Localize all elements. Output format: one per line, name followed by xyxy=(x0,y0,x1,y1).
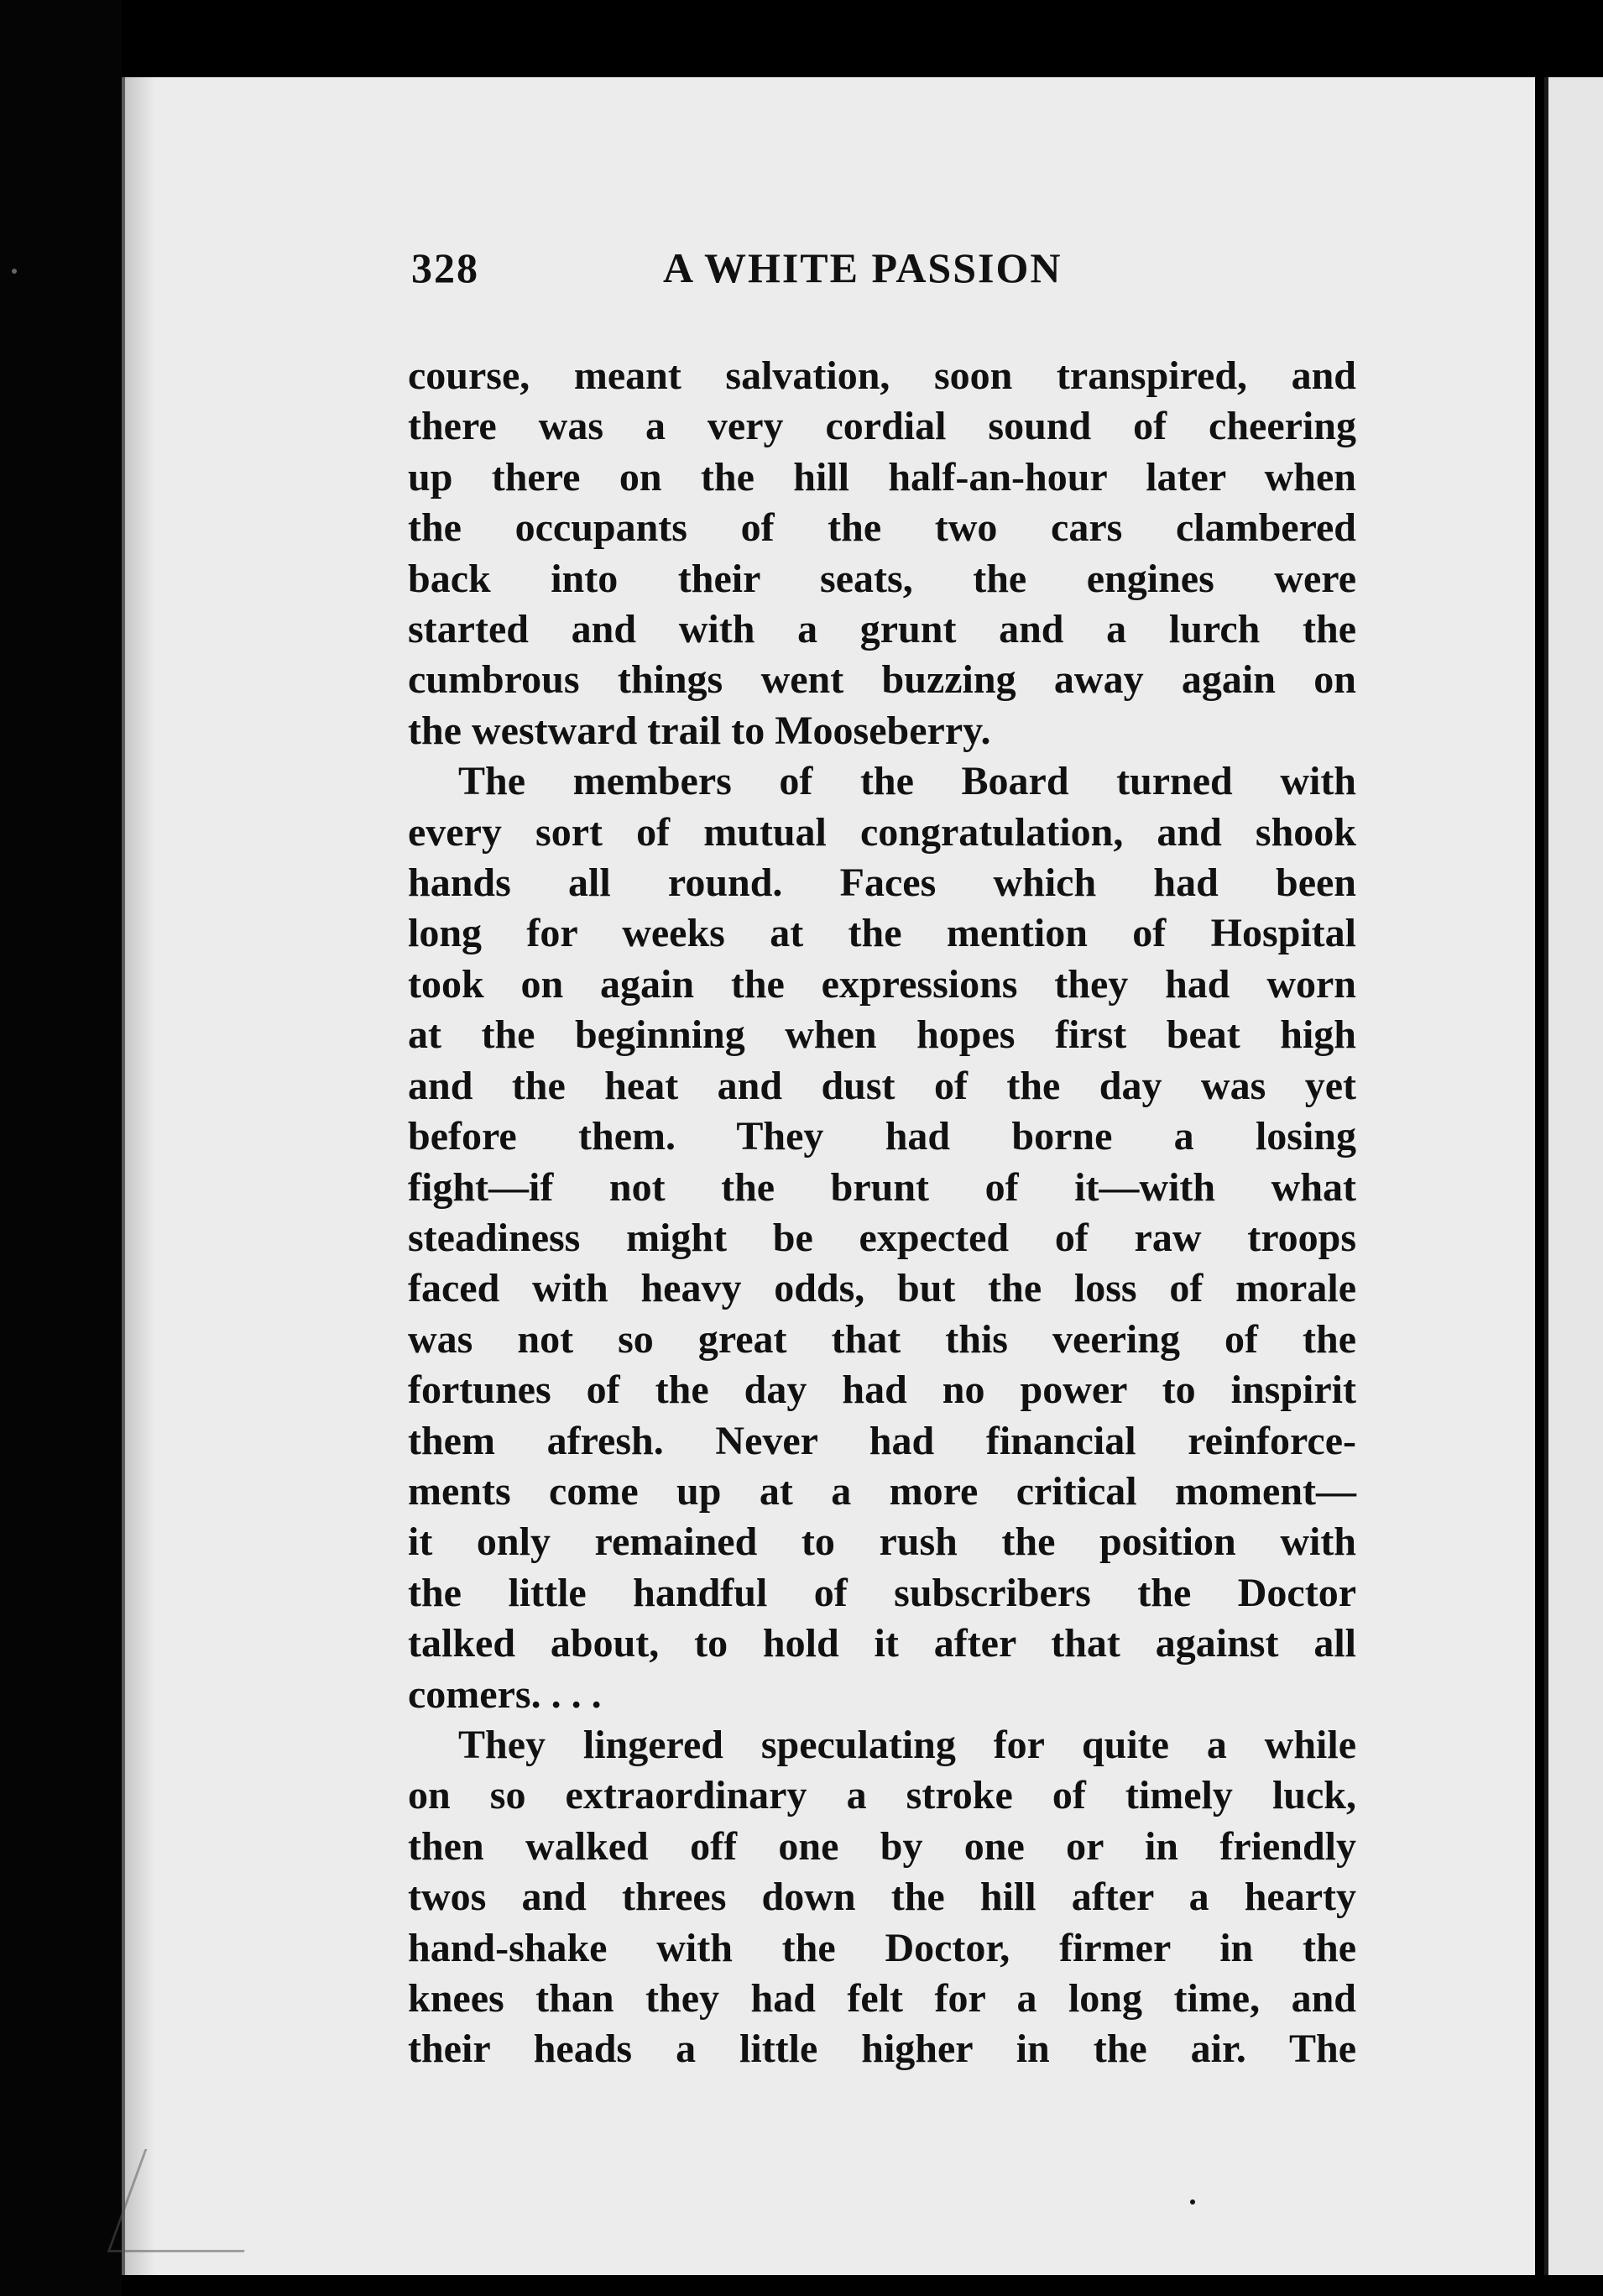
text-line: every sort of mutual congratulation, and shook xyxy=(408,809,1356,855)
text-line: hands all round. Faces which had been xyxy=(408,860,1356,906)
text-line: fight—if not the brunt of it—with what xyxy=(408,1164,1356,1210)
text-line: ments come up at a more critical moment— xyxy=(408,1468,1356,1514)
scan-speck xyxy=(1190,2199,1195,2204)
text-line: and the heat and dust of the day was yet xyxy=(408,1063,1356,1108)
text-line: the little handful of subscribers the Doctor xyxy=(408,1570,1356,1615)
text-line: The members of the Board turned with xyxy=(458,759,1356,804)
text-line: comers. . . . xyxy=(408,1671,602,1717)
text-line: it only remained to rush the position with xyxy=(408,1519,1356,1565)
text-line: cumbrous things went buzzing away again on xyxy=(408,657,1356,703)
text-line: then walked off one by one or in friendly xyxy=(408,1823,1356,1869)
page-header xyxy=(411,243,1360,311)
text-line: long for weeks at the mention of Hospital xyxy=(408,911,1356,956)
page-number: 328 xyxy=(411,244,479,291)
text-line: steadiness might be expected of raw troops xyxy=(408,1215,1356,1260)
text-line: up there on the hill half-an-hour later when xyxy=(408,454,1356,499)
text-line: started and with a grunt and a lurch the xyxy=(408,607,1356,652)
text-line: course, meant salvation, soon transpired, and xyxy=(408,353,1356,398)
text-line: hand-shake with the Doctor, firmer in the xyxy=(408,1925,1356,1970)
body-text xyxy=(408,351,1356,2075)
facing-page-edge xyxy=(1544,77,1603,2275)
text-line: back into their seats, the engines were xyxy=(408,556,1356,601)
text-line: before them. They had borne a losing xyxy=(408,1114,1356,1159)
text-line: at the beginning when hopes first beat high xyxy=(408,1012,1356,1058)
text-line: talked about, to hold it after that against all xyxy=(408,1621,1356,1666)
scan-left-border xyxy=(0,0,122,2296)
scan-speck xyxy=(12,269,17,274)
text-line: there was a very cordial sound of cheering xyxy=(408,404,1356,449)
running-title: A WHITE PASSION xyxy=(663,244,1063,291)
text-line: on so extraordinary a stroke of timely luck, xyxy=(408,1773,1356,1818)
text-line: was not so great that this veering of the xyxy=(408,1316,1356,1362)
text-line: knees than they had felt for a long time, and xyxy=(408,1976,1356,2021)
text-line: took on again the expressions they had worn xyxy=(408,961,1356,1007)
text-line: their heads a little higher in the air. The xyxy=(408,2027,1356,2072)
paragraph-1 xyxy=(408,351,1356,756)
text-line: They lingered speculating for quite a while xyxy=(458,1722,1356,1767)
text-line: them afresh. Never had financial reinforce- xyxy=(408,1418,1356,1463)
text-line: the westward trail to Mooseberry. xyxy=(408,708,991,753)
text-line: twos and threes down the hill after a hearty xyxy=(408,1875,1356,1920)
text-line: the occupants of the two cars clambered xyxy=(408,505,1356,551)
text-line: fortunes of the day had no power to inspirit xyxy=(408,1368,1356,1413)
text-line: faced with heavy odds, but the loss of morale xyxy=(408,1266,1356,1311)
paragraph-2 xyxy=(408,756,1356,1720)
paragraph-3 xyxy=(408,1720,1356,2075)
